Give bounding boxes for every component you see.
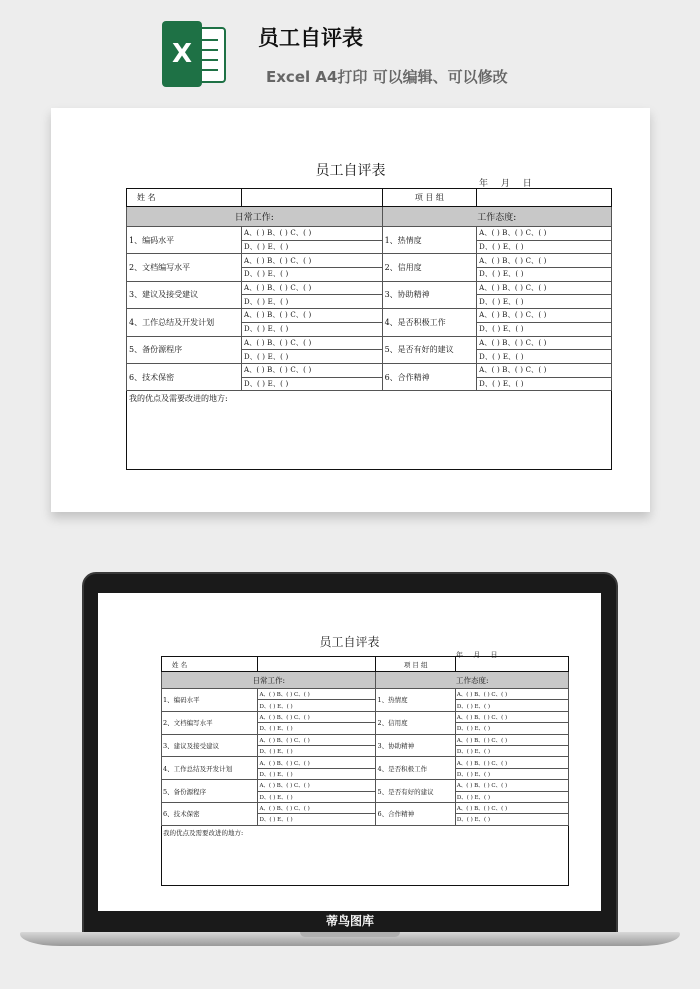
rating-options[interactable]: D、( ) E、( ) (477, 322, 612, 336)
rating-options[interactable]: D、( ) E、( ) (455, 723, 568, 734)
rating-options[interactable]: A、( ) B、( ) C、( ) (258, 757, 376, 768)
notes-area[interactable]: 我的优点及需要改进的地方: (127, 391, 612, 470)
daily-item-label: 2、文档编写水平 (162, 711, 258, 734)
rating-options[interactable]: D、( ) E、( ) (455, 700, 568, 711)
rating-options[interactable]: A、( ) B、( ) C、( ) (258, 689, 376, 700)
excel-icon (162, 21, 228, 87)
rating-options[interactable]: D、( ) E、( ) (477, 240, 612, 254)
rating-options[interactable]: A、( ) B、( ) C、( ) (258, 734, 376, 745)
rating-options[interactable]: D、( ) E、( ) (455, 745, 568, 756)
rating-options[interactable]: A、( ) B、( ) C、( ) (455, 780, 568, 791)
rating-options[interactable]: A、( ) B、( ) C、( ) (477, 254, 612, 268)
self-evaluation-table (126, 188, 612, 470)
rating-options[interactable]: D、( ) E、( ) (477, 350, 612, 364)
rating-options[interactable]: A、( ) B、( ) C、( ) (258, 780, 376, 791)
watermark-label: 蒂鸟图库 (325, 914, 374, 928)
rating-options[interactable]: D、( ) E、( ) (241, 295, 382, 309)
rating-options[interactable]: A、( ) B、( ) C、( ) (477, 281, 612, 295)
rating-options[interactable]: A、( ) B、( ) C、( ) (455, 689, 568, 700)
rating-options[interactable]: D、( ) E、( ) (455, 814, 568, 825)
attitude-item-label: 4、是否积极工作 (382, 309, 477, 336)
rating-options[interactable]: D、( ) E、( ) (241, 350, 382, 364)
date-label: 年 月 日 (456, 651, 498, 659)
daily-work-header: 日常工作: (127, 207, 383, 227)
page-subtitle: Excel A4打印 可以编辑、可以修改 (266, 68, 508, 86)
attitude-item-label: 3、协助精神 (376, 734, 455, 757)
daily-item-label: 3、建议及接受建议 (162, 734, 258, 757)
daily-item-label: 2、文档编写水平 (127, 254, 242, 281)
form-title: 员工自评表 (315, 163, 386, 179)
rating-options[interactable]: A、( ) B、( ) C、( ) (455, 802, 568, 813)
rating-options[interactable]: A、( ) B、( ) C、( ) (455, 734, 568, 745)
name-label: 姓 名 (127, 189, 242, 207)
daily-item-label: 1、编码水平 (127, 227, 242, 254)
rating-options[interactable]: A、( ) B、( ) C、( ) (477, 227, 612, 241)
attitude-item-label: 2、信用度 (382, 254, 477, 281)
rating-options[interactable]: D、( ) E、( ) (258, 768, 376, 779)
rating-options[interactable]: D、( ) E、( ) (258, 791, 376, 802)
work-attitude-header: 工作态度: (382, 207, 611, 227)
attitude-item-label: 3、协助精神 (382, 281, 477, 308)
excel-letter: X (162, 21, 202, 87)
date-label: 年 月 日 (479, 179, 532, 189)
attitude-item-label: 5、是否有好的建议 (382, 336, 477, 363)
daily-work-header: 日常工作: (162, 672, 376, 689)
rating-options[interactable]: D、( ) E、( ) (258, 723, 376, 734)
rating-options[interactable]: A、( ) B、( ) C、( ) (455, 757, 568, 768)
name-field[interactable] (258, 657, 376, 672)
group-label: 项 目 组 (382, 189, 477, 207)
rating-options[interactable]: A、( ) B、( ) C、( ) (241, 309, 382, 323)
rating-options[interactable]: D、( ) E、( ) (455, 791, 568, 802)
daily-item-label: 3、建议及接受建议 (127, 281, 242, 308)
laptop-notch (300, 932, 400, 937)
daily-item-label: 5、备份源程序 (162, 780, 258, 803)
name-field[interactable] (241, 189, 382, 207)
rating-options[interactable]: A、( ) B、( ) C、( ) (241, 336, 382, 350)
form-title: 员工自评表 (319, 635, 380, 649)
group-field[interactable] (455, 657, 568, 672)
laptop-screen (98, 593, 601, 911)
name-label: 姓 名 (162, 657, 258, 672)
daily-item-label: 4、工作总结及开发计划 (127, 309, 242, 336)
daily-item-label: 5、备份源程序 (127, 336, 242, 363)
rating-options[interactable]: D、( ) E、( ) (258, 700, 376, 711)
page-title: 员工自评表 (258, 26, 363, 50)
rating-options[interactable]: D、( ) E、( ) (455, 768, 568, 779)
rating-options[interactable]: A、( ) B、( ) C、( ) (477, 363, 612, 377)
attitude-item-label: 6、合作精神 (376, 802, 455, 825)
rating-options[interactable]: A、( ) B、( ) C、( ) (241, 227, 382, 241)
daily-item-label: 1、编码水平 (162, 689, 258, 712)
rating-options[interactable]: A、( ) B、( ) C、( ) (258, 711, 376, 722)
notes-area[interactable]: 我的优点及需要改进的地方: (162, 825, 569, 885)
rating-options[interactable]: D、( ) E、( ) (241, 322, 382, 336)
rating-options[interactable]: A、( ) B、( ) C、( ) (477, 309, 612, 323)
rating-options[interactable]: D、( ) E、( ) (258, 745, 376, 756)
rating-options[interactable]: A、( ) B、( ) C、( ) (258, 802, 376, 813)
group-label: 项 目 组 (376, 657, 455, 672)
attitude-item-label: 2、信用度 (376, 711, 455, 734)
rating-options[interactable]: D、( ) E、( ) (258, 814, 376, 825)
attitude-item-label: 4、是否积极工作 (376, 757, 455, 780)
attitude-item-label: 6、合作精神 (382, 363, 477, 390)
daily-item-label: 4、工作总结及开发计划 (162, 757, 258, 780)
daily-item-label: 6、技术保密 (127, 363, 242, 390)
group-field[interactable] (477, 189, 612, 207)
attitude-item-label: 1、热情度 (382, 227, 477, 254)
rating-options[interactable]: A、( ) B、( ) C、( ) (241, 363, 382, 377)
rating-options[interactable]: D、( ) E、( ) (241, 377, 382, 391)
attitude-item-label: 1、热情度 (376, 689, 455, 712)
rating-options[interactable]: A、( ) B、( ) C、( ) (477, 336, 612, 350)
self-evaluation-table (161, 656, 569, 886)
work-attitude-header: 工作态度: (376, 672, 569, 689)
rating-options[interactable]: A、( ) B、( ) C、( ) (455, 711, 568, 722)
paper-preview (51, 108, 650, 512)
rating-options[interactable]: D、( ) E、( ) (477, 377, 612, 391)
daily-item-label: 6、技术保密 (162, 802, 258, 825)
attitude-item-label: 5、是否有好的建议 (376, 780, 455, 803)
rating-options[interactable]: A、( ) B、( ) C、( ) (241, 254, 382, 268)
rating-options[interactable]: D、( ) E、( ) (241, 268, 382, 282)
rating-options[interactable]: D、( ) E、( ) (241, 240, 382, 254)
rating-options[interactable]: D、( ) E、( ) (477, 268, 612, 282)
rating-options[interactable]: D、( ) E、( ) (477, 295, 612, 309)
rating-options[interactable]: A、( ) B、( ) C、( ) (241, 281, 382, 295)
